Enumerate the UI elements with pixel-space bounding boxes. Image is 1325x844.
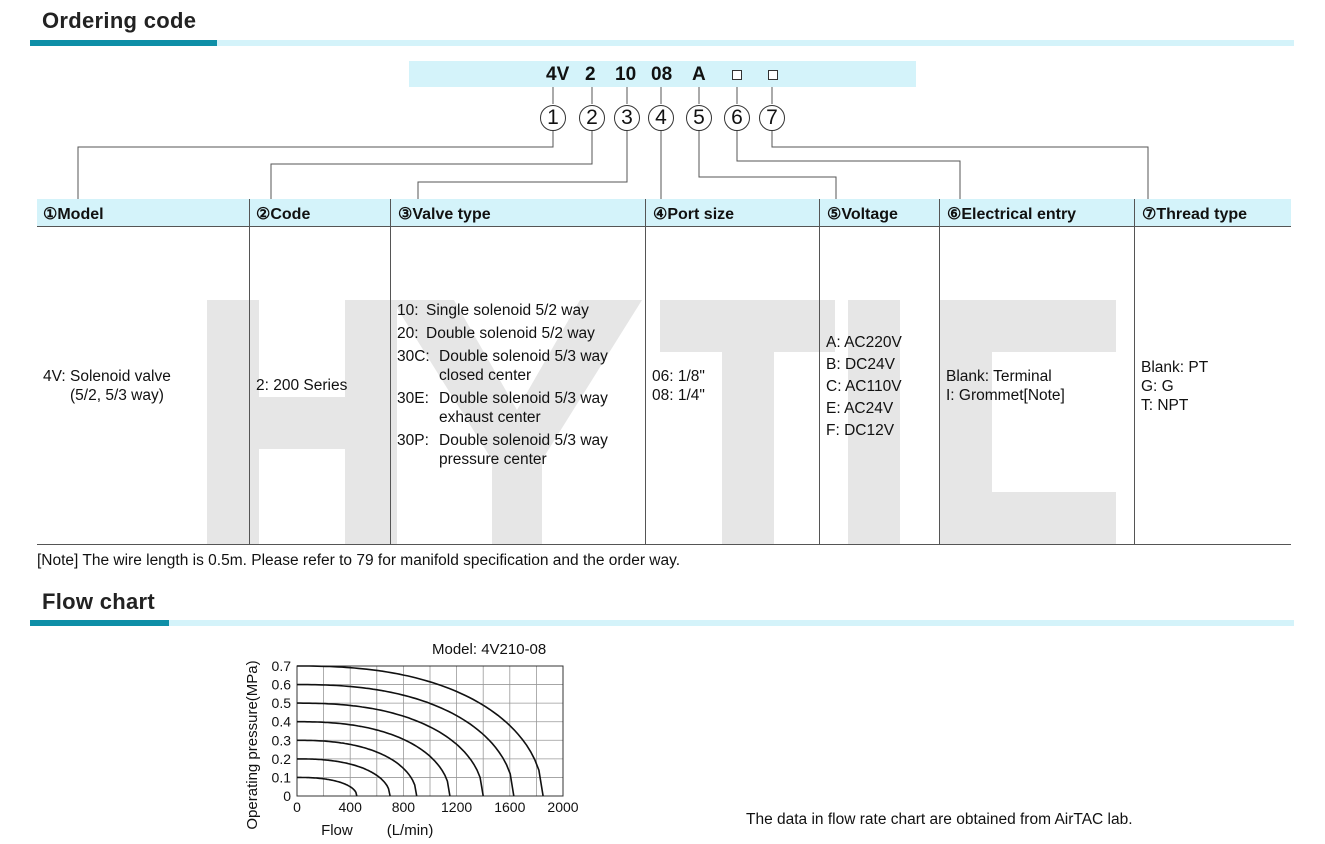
y-tick-label: 0 bbox=[283, 788, 291, 804]
cell-valve-type: 10: Single solenoid 5/2 way 20: Double solenoid 5/2 way 30C: Double solenoid 5/3 way closed center 30E: Double solenoid 5/3 way exhaust center 30P: Double solenoid 5/3 way pressure center bbox=[397, 302, 608, 468]
chart-title: Model: 4V210-08 bbox=[432, 641, 547, 658]
cell-model: 4V: Solenoid valve (5/2, 5/3 way) bbox=[43, 368, 171, 404]
x-tick-label: 400 bbox=[338, 799, 362, 815]
y-axis-label: Operating pressure(MPa) bbox=[244, 660, 261, 830]
circle-7: 7 bbox=[759, 105, 785, 131]
cell-voltage: A: AC220V B: DC24V C: AC110V E: AC24V F: DC12V bbox=[826, 334, 902, 439]
x-axis-unit: (L/min) bbox=[386, 822, 434, 839]
column-divider bbox=[390, 199, 391, 545]
flow-chart-title: Flow chart bbox=[42, 589, 156, 614]
column-divider bbox=[645, 199, 646, 545]
x-tick-label: 2000 bbox=[547, 799, 579, 815]
section-underline-accent bbox=[30, 620, 169, 626]
header-model: ①Model bbox=[43, 206, 104, 223]
cell-port-size: 06: 1/8" 08: 1/4" bbox=[652, 368, 705, 404]
x-tick-label: 800 bbox=[391, 799, 416, 815]
cell-thread-type: Blank: PT G: G T: NPT bbox=[1141, 359, 1209, 414]
wire-length-note: [Note] The wire length is 0.5m. Please refer to 79 for manifold specification and the order way. bbox=[37, 552, 681, 569]
flow-curve-1 bbox=[297, 777, 357, 796]
cell-code: 2: 200 Series bbox=[256, 377, 348, 394]
code-char-voltage: A bbox=[692, 64, 706, 85]
ordering-code-title: Ordering code bbox=[42, 8, 197, 33]
circle-4: 4 bbox=[648, 105, 674, 131]
header-thread-type: ⑦Thread type bbox=[1142, 206, 1248, 223]
column-divider bbox=[939, 199, 940, 545]
header-port-size: ④Port size bbox=[653, 206, 735, 223]
y-tick-label: 0.3 bbox=[271, 732, 291, 749]
cell-electrical-entry: Blank: Terminal I: Grommet[Note] bbox=[946, 368, 1065, 404]
flow-curve-3 bbox=[297, 740, 417, 796]
x-tick-label: 0 bbox=[293, 799, 301, 815]
lab-footnote: The data in flow rate chart are obtained from AirTAC lab. bbox=[746, 811, 1133, 828]
table-header-rule bbox=[37, 226, 1291, 227]
column-divider bbox=[249, 199, 250, 545]
code-char-model: 4V bbox=[546, 64, 570, 85]
y-tick-label: 0.2 bbox=[271, 750, 291, 767]
y-tick-label: 0.1 bbox=[271, 769, 291, 786]
circle-1: 1 bbox=[540, 105, 566, 131]
header-valve-type: ③Valve type bbox=[398, 206, 491, 223]
flow-curve-5 bbox=[297, 703, 483, 796]
column-divider bbox=[819, 199, 820, 545]
table-bottom-rule bbox=[37, 544, 1291, 545]
x-tick-label: 1200 bbox=[441, 799, 473, 815]
code-char-port-size: 08 bbox=[651, 64, 673, 85]
y-tick-label: 0.5 bbox=[271, 695, 291, 712]
code-char-valve-type: 10 bbox=[615, 64, 637, 85]
y-tick-label: 0.7 bbox=[271, 658, 291, 674]
x-axis-label: Flow bbox=[321, 822, 353, 839]
circle-6: 6 bbox=[724, 105, 750, 131]
circle-3: 3 bbox=[614, 105, 640, 131]
x-tick-label: 1600 bbox=[494, 799, 526, 815]
column-divider bbox=[1134, 199, 1135, 545]
section-underline bbox=[169, 620, 1294, 626]
header-voltage: ⑤Voltage bbox=[827, 206, 898, 223]
header-code: ②Code bbox=[256, 206, 311, 223]
flow-chart bbox=[200, 640, 620, 844]
y-tick-label: 0.6 bbox=[271, 676, 291, 693]
y-tick-label: 0.4 bbox=[271, 713, 291, 730]
circle-2: 2 bbox=[579, 105, 605, 131]
circle-5: 5 bbox=[686, 105, 712, 131]
header-electrical-entry: ⑥Electrical entry bbox=[947, 206, 1077, 223]
code-char-code: 2 bbox=[585, 64, 596, 85]
